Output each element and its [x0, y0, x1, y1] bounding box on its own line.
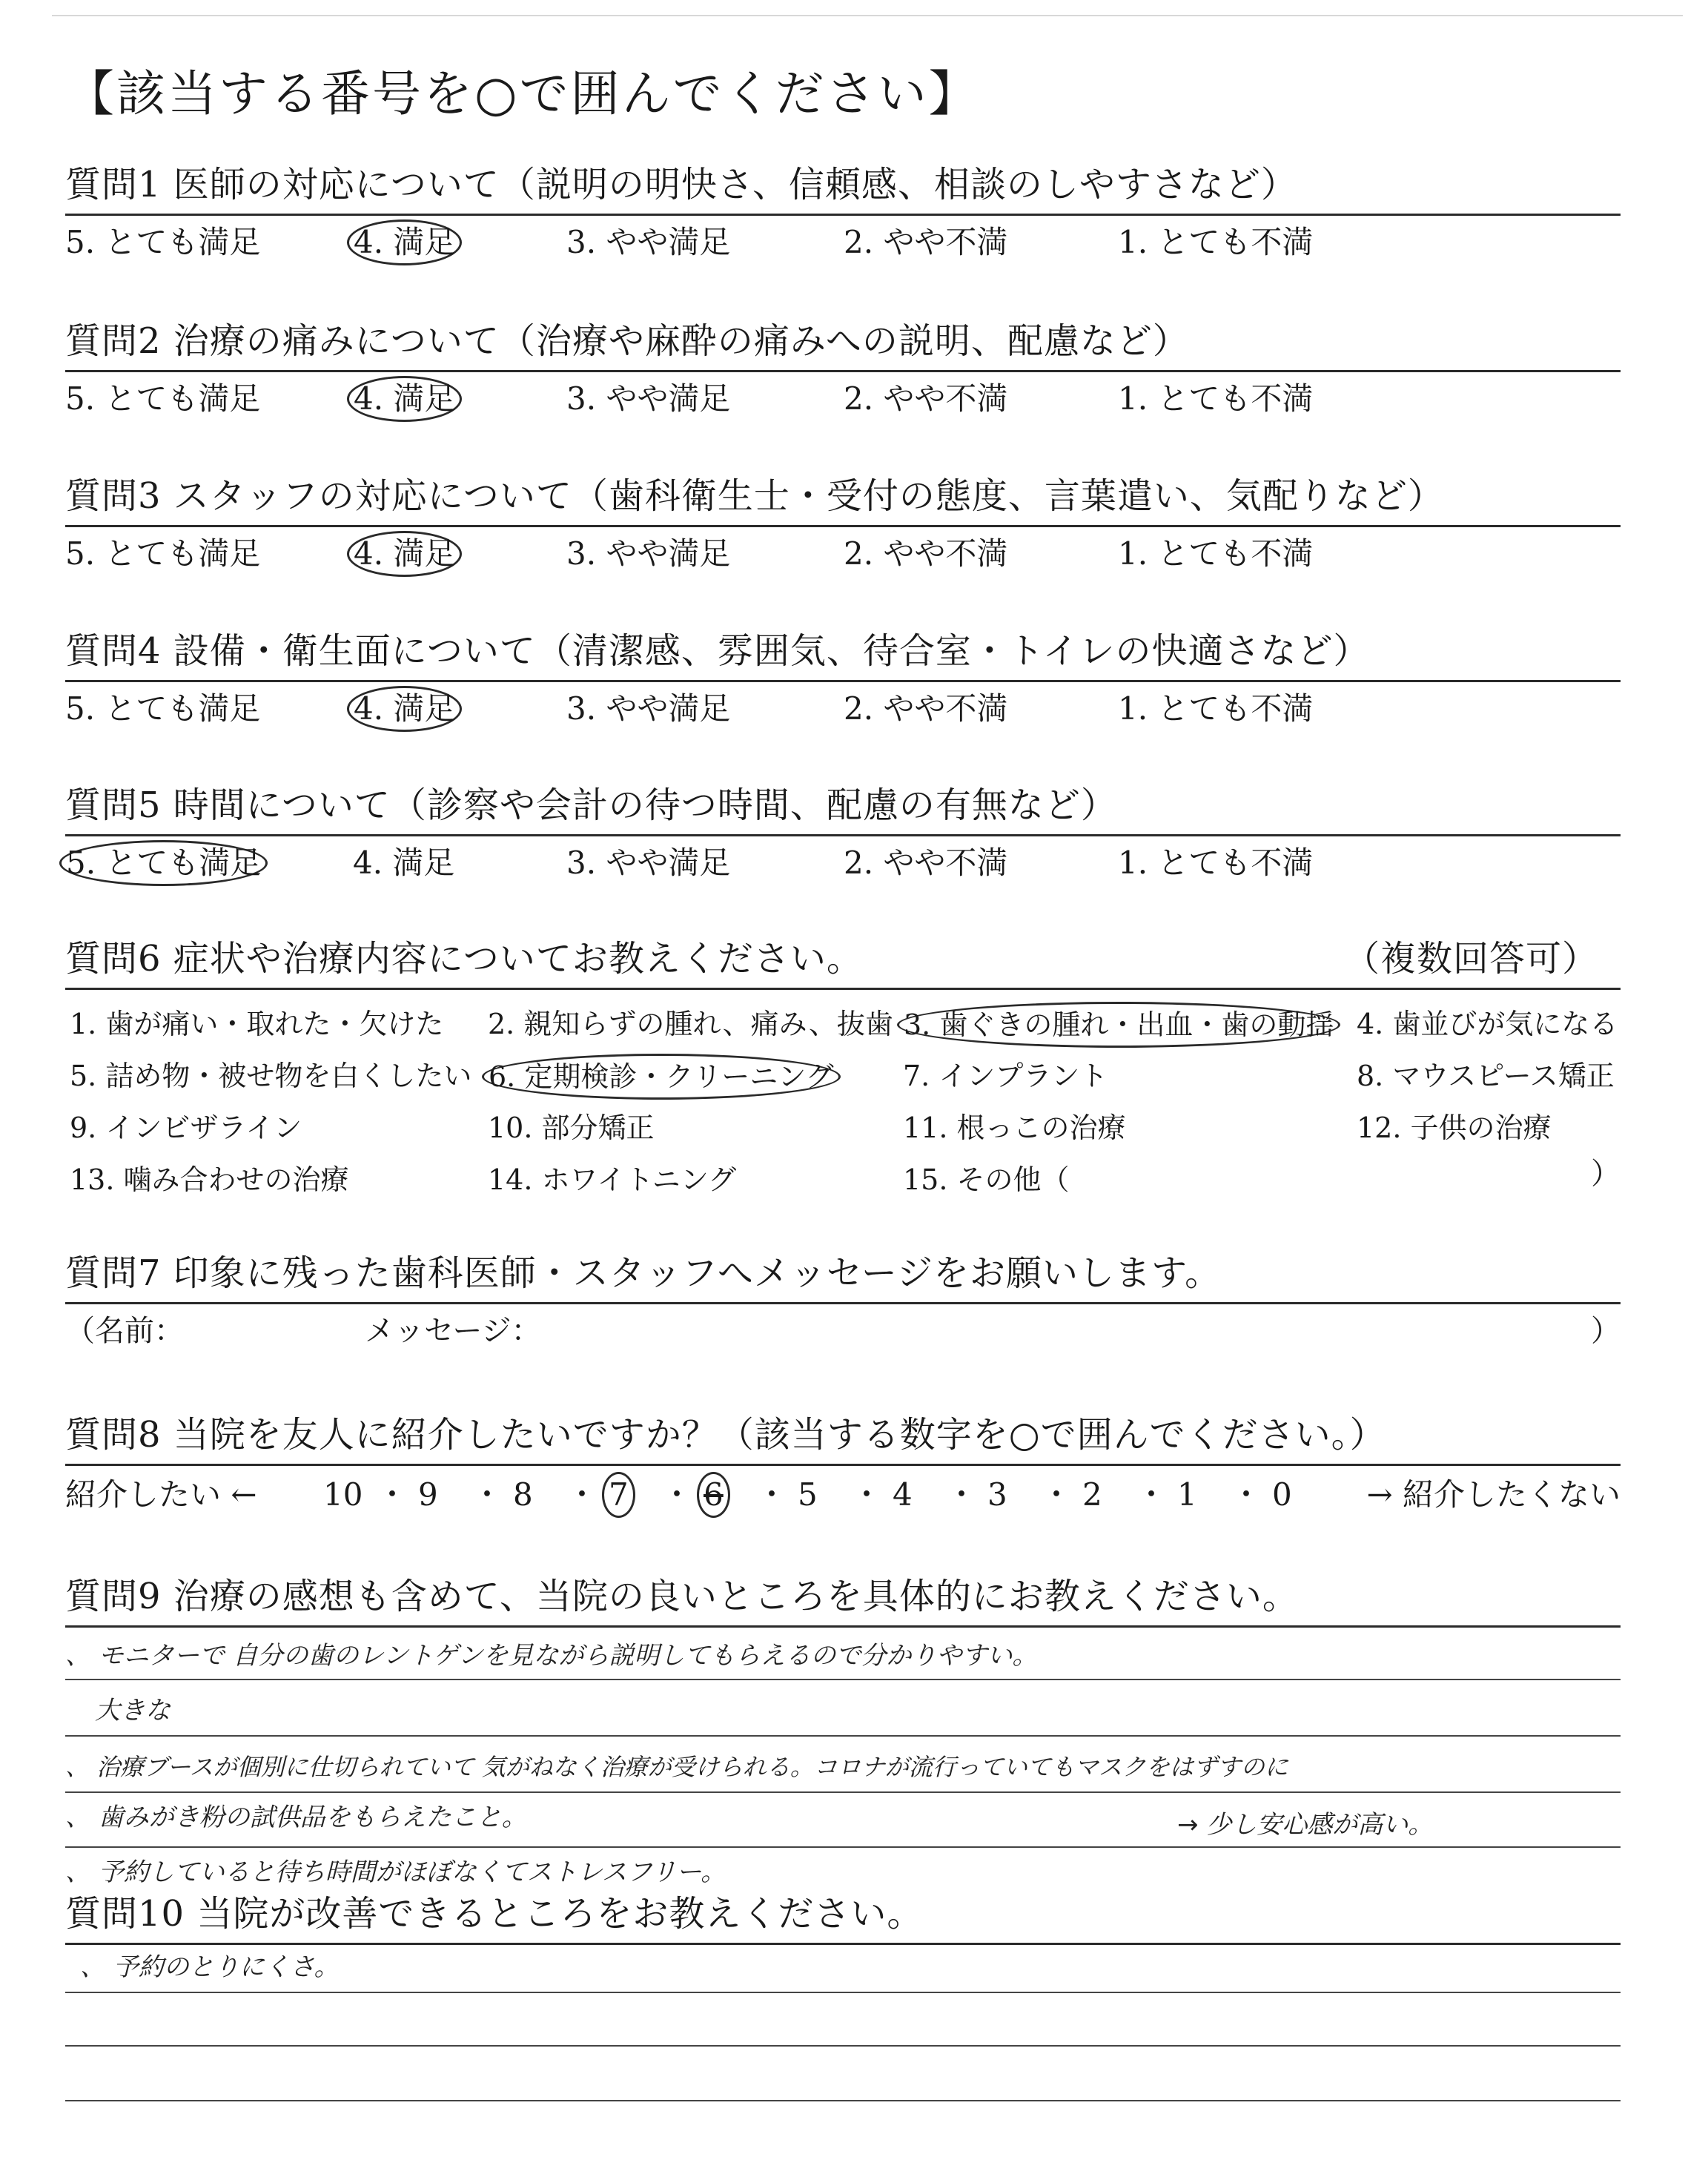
symptom-option-label: 11. 根っこの治療 [903, 1112, 1126, 1144]
rating-option[interactable] [353, 682, 462, 736]
question-5-title: 質問5 時間について（診察や会計の待つ時間、配慮の有無など） [65, 785, 1117, 826]
question-4 [65, 625, 1621, 736]
symptom-option[interactable] [70, 1002, 443, 1046]
symptom-option[interactable] [903, 1054, 1108, 1098]
symptom-option-label: 12. 子供の治療 [1357, 1112, 1552, 1144]
scale-number-label: 4 [893, 1476, 913, 1513]
rating-option-label: 1. とても不満 [1118, 535, 1314, 572]
question-3-title: 質問3 スタッフの対応について（歯科衛生士・受付の態度、言葉遣い、気配りなど） [65, 475, 1444, 517]
rating-option[interactable] [566, 216, 730, 269]
scale-number-label: 7 [602, 1472, 635, 1518]
rating-option-label: 5. とても満足 [65, 690, 261, 727]
scale-separator: ・ [946, 1476, 978, 1513]
scale-number[interactable] [513, 1466, 533, 1524]
question-10 [65, 1888, 1621, 2140]
scale-number[interactable] [1177, 1466, 1197, 1524]
scale-left-label: 紹介したい ← [65, 1476, 257, 1513]
scale-separator: ・ [851, 1476, 883, 1513]
page-heading: 【該当する番号を○で囲んでください】 [65, 65, 980, 122]
rating-option-label: 3. やや満足 [566, 845, 731, 881]
rating-option-label: 4. 満足 [347, 376, 462, 422]
question-8-title: 質問8 当院を友人に紹介したいですか？（該当する数字を○で囲んでください。） [65, 1414, 1386, 1456]
rating-option[interactable] [1118, 682, 1313, 736]
rating-option-label: 2. やや不満 [844, 690, 1008, 727]
rating-option-label: 5. とても満足 [65, 535, 261, 572]
rating-option[interactable] [1118, 527, 1313, 581]
symptom-option-label: 7. インプラント [903, 1060, 1108, 1092]
other-close-paren: ） [1591, 1157, 1621, 1191]
symptom-options [65, 990, 1621, 1205]
answer-line [65, 1679, 1621, 1680]
rating-option[interactable] [353, 372, 462, 426]
rating-option[interactable] [844, 372, 1007, 426]
scale-number-label: 6 [697, 1472, 730, 1518]
rating-option-label: 2. やや不満 [844, 224, 1008, 260]
rating-option-label: 5. とても満足 [65, 224, 261, 260]
scale-number[interactable] [1082, 1466, 1102, 1524]
scale-number-label: 5 [798, 1476, 818, 1513]
scale-number-label: 1 [1177, 1476, 1197, 1513]
rating-option-label: 1. とても不満 [1118, 690, 1314, 727]
scale-number-label: 2 [1082, 1476, 1102, 1513]
scale-separator: ・ [756, 1476, 788, 1513]
scale-separator: ・ [661, 1476, 693, 1513]
symptom-option-label: 1. 歯が痛い・取れた・欠けた [70, 1008, 444, 1040]
answer-line [65, 1735, 1621, 1737]
answer-line [65, 2045, 1621, 2047]
handwritten-answer: 、 歯みがき粉の試供品をもらえたこと。 [65, 1803, 527, 1832]
scale-right-label: → 紹介したくない [1366, 1476, 1621, 1513]
scale-number-label: 0 [1272, 1476, 1292, 1513]
symptom-option-label: 15. その他（ [903, 1163, 1070, 1196]
rating-option-label: 2. やや不満 [844, 380, 1008, 417]
scale-number[interactable] [608, 1466, 635, 1524]
rating-option[interactable] [844, 682, 1007, 736]
question-10-title: 質問10 当院が改善できるところをお教えください。 [65, 1893, 924, 1935]
symptom-option[interactable] [488, 1157, 736, 1202]
rating-option-label: 1. とても不満 [1118, 380, 1314, 417]
answer-line [65, 1992, 1621, 1993]
symptom-option[interactable] [70, 1106, 302, 1150]
symptom-option[interactable] [903, 1106, 1126, 1150]
symptom-option-label: 10. 部分矯正 [488, 1112, 655, 1144]
scale-number[interactable] [987, 1466, 1007, 1524]
rating-option-label: 3. やや満足 [566, 690, 731, 727]
rating-option-label: 3. やや満足 [566, 535, 731, 572]
rating-option[interactable] [566, 836, 730, 890]
scale-number[interactable] [703, 1466, 730, 1524]
rating-option-label: 3. やや満足 [566, 380, 731, 417]
answer-line [65, 1791, 1621, 1793]
rating-option-label: 1. とても不満 [1118, 845, 1314, 881]
symptom-option-label: 3. 歯ぐきの腫れ・出血・歯の動揺 [897, 1002, 1340, 1048]
scale-separator: ・ [471, 1476, 503, 1513]
scale-separator: ・ [1136, 1476, 1168, 1513]
message-close-paren: ） [1591, 1314, 1621, 1348]
scale-number[interactable] [323, 1466, 363, 1524]
rating-option[interactable] [1118, 372, 1313, 426]
symptom-option[interactable] [1357, 1002, 1618, 1046]
scale-number[interactable] [798, 1466, 818, 1524]
rating-option[interactable] [65, 372, 260, 426]
symptom-option-label: 4. 歯並びが気になる [1357, 1008, 1618, 1040]
question-7-title: 質問7 印象に残った歯科医師・スタッフへメッセージをお願いします。 [65, 1252, 1222, 1294]
answer-line [65, 2100, 1621, 2101]
symptom-option[interactable] [1357, 1054, 1615, 1098]
question-7 [65, 1247, 1621, 1358]
handwritten-answer: 、 治療ブースが個別に仕切られていて 気がねなく治療が受けられる。コロナが流行っていてもマスクをはずすのに [65, 1753, 1288, 1781]
symptom-option-label: 13. 噛み合わせの治療 [70, 1163, 349, 1196]
question-8 [65, 1409, 1621, 1524]
symptom-option[interactable] [488, 1002, 893, 1046]
question-6-note: （複数回答可） [1343, 938, 1598, 980]
question-9-title: 質問9 治療の感想も含めて、当院の良いところを具体的にお教えください。 [65, 1576, 1299, 1617]
handwritten-answer: 大きな [95, 1696, 171, 1725]
symptom-option-label: 8. マウスピース矯正 [1357, 1060, 1615, 1092]
rating-option[interactable] [844, 216, 1007, 269]
symptom-option-label: 6. 定期検診・クリーニング [482, 1054, 841, 1100]
scale-number-label: 8 [513, 1476, 533, 1513]
question-1 [65, 159, 1621, 269]
scale-number-label: 9 [418, 1476, 438, 1513]
handwritten-answer: 、 モニターで 自分の歯のレントゲンを見ながら説明してもらえるので分かりやすい。 [65, 1641, 1038, 1671]
rating-option[interactable] [65, 527, 260, 581]
rating-option[interactable] [844, 836, 1007, 890]
handwritten-answer: 、 予約していると待ち時間がほぼなくてストレスフリー。 [65, 1857, 726, 1887]
rating-option-label: 4. 満足 [347, 219, 462, 265]
rating-option[interactable] [353, 216, 462, 269]
question-4-title: 質問4 設備・衛生面について（清潔感、雰囲気、待合室・トイレの快適さなど） [65, 630, 1370, 672]
question-9-rule [65, 1625, 1621, 1628]
question-9 [65, 1571, 1621, 1897]
rating-option[interactable] [844, 527, 1007, 581]
rating-option[interactable] [566, 682, 730, 736]
scale-number-label: 10 [323, 1476, 363, 1513]
scale-number[interactable] [1272, 1466, 1292, 1524]
question-1-title: 質問1 医師の対応について（説明の明快さ、信頼感、相談のしやすさなど） [65, 164, 1297, 205]
rating-option-label: 4. 満足 [353, 845, 455, 881]
symptom-option-label: 2. 親知らずの腫れ、痛み、抜歯 [488, 1008, 893, 1040]
scale-separator: ・ [566, 1476, 598, 1513]
symptom-option-label: 14. ホワイトニング [488, 1163, 737, 1196]
symptom-option[interactable] [70, 1157, 349, 1202]
question-6-title: 質問6 症状や治療内容についてお教えください。 [65, 938, 863, 980]
symptom-option[interactable] [903, 1157, 1070, 1202]
question-3 [65, 470, 1621, 581]
symptom-option-label: 9. インビザライン [70, 1112, 302, 1144]
symptom-option[interactable] [1357, 1106, 1552, 1150]
scale-separator: ・ [1231, 1476, 1262, 1513]
scale-number[interactable] [893, 1466, 913, 1524]
rating-option[interactable] [65, 682, 260, 736]
handwritten-answer: 、 予約のとりにくさ。 [80, 1952, 340, 1982]
name-label: （名前： [65, 1314, 184, 1348]
rating-option[interactable] [566, 527, 730, 581]
symptom-option[interactable] [903, 1002, 1340, 1048]
question-5 [65, 779, 1621, 890]
question-2-title: 質問2 治療の痛みについて（治療や麻酔の痛みへの説明、配慮など） [65, 320, 1189, 362]
rating-option[interactable] [353, 527, 462, 581]
rating-option-label: 4. 満足 [347, 531, 462, 577]
rating-option-label: 5. とても満足 [65, 380, 261, 417]
symptom-option-label: 5. 詰め物・被せ物を白くしたい [70, 1060, 472, 1092]
handwritten-answer: → 少し安心感が高い。 [1177, 1810, 1434, 1840]
rating-option-label: 3. やや満足 [566, 224, 731, 260]
rating-option[interactable] [566, 372, 730, 426]
rating-option[interactable] [1118, 836, 1313, 890]
rating-option-label: 4. 満足 [347, 686, 462, 732]
rating-option-label: 5. とても満足 [59, 840, 268, 886]
scale-separator: ・ [377, 1476, 408, 1513]
recommend-scale [65, 1466, 1621, 1524]
scale-separator: ・ [1041, 1476, 1073, 1513]
symptom-option[interactable] [70, 1054, 471, 1098]
answer-line [65, 1846, 1621, 1848]
scale-number-label: 3 [987, 1476, 1007, 1513]
rating-option[interactable] [65, 216, 260, 269]
message-label: メッセージ： [365, 1314, 541, 1348]
question-2 [65, 315, 1621, 426]
scale-number[interactable] [418, 1466, 438, 1524]
question-6 [65, 933, 1621, 1205]
symptom-option[interactable] [488, 1054, 841, 1100]
question-10-rule [65, 1943, 1621, 1945]
rating-option[interactable] [1118, 216, 1313, 269]
rating-option[interactable] [65, 836, 268, 890]
rating-option[interactable] [353, 836, 454, 890]
rating-option-label: 2. やや不満 [844, 845, 1008, 881]
rating-option-label: 1. とても不満 [1118, 224, 1314, 260]
symptom-option[interactable] [488, 1106, 655, 1150]
rating-option-label: 2. やや不満 [844, 535, 1008, 572]
page-top-rule [52, 15, 1683, 16]
